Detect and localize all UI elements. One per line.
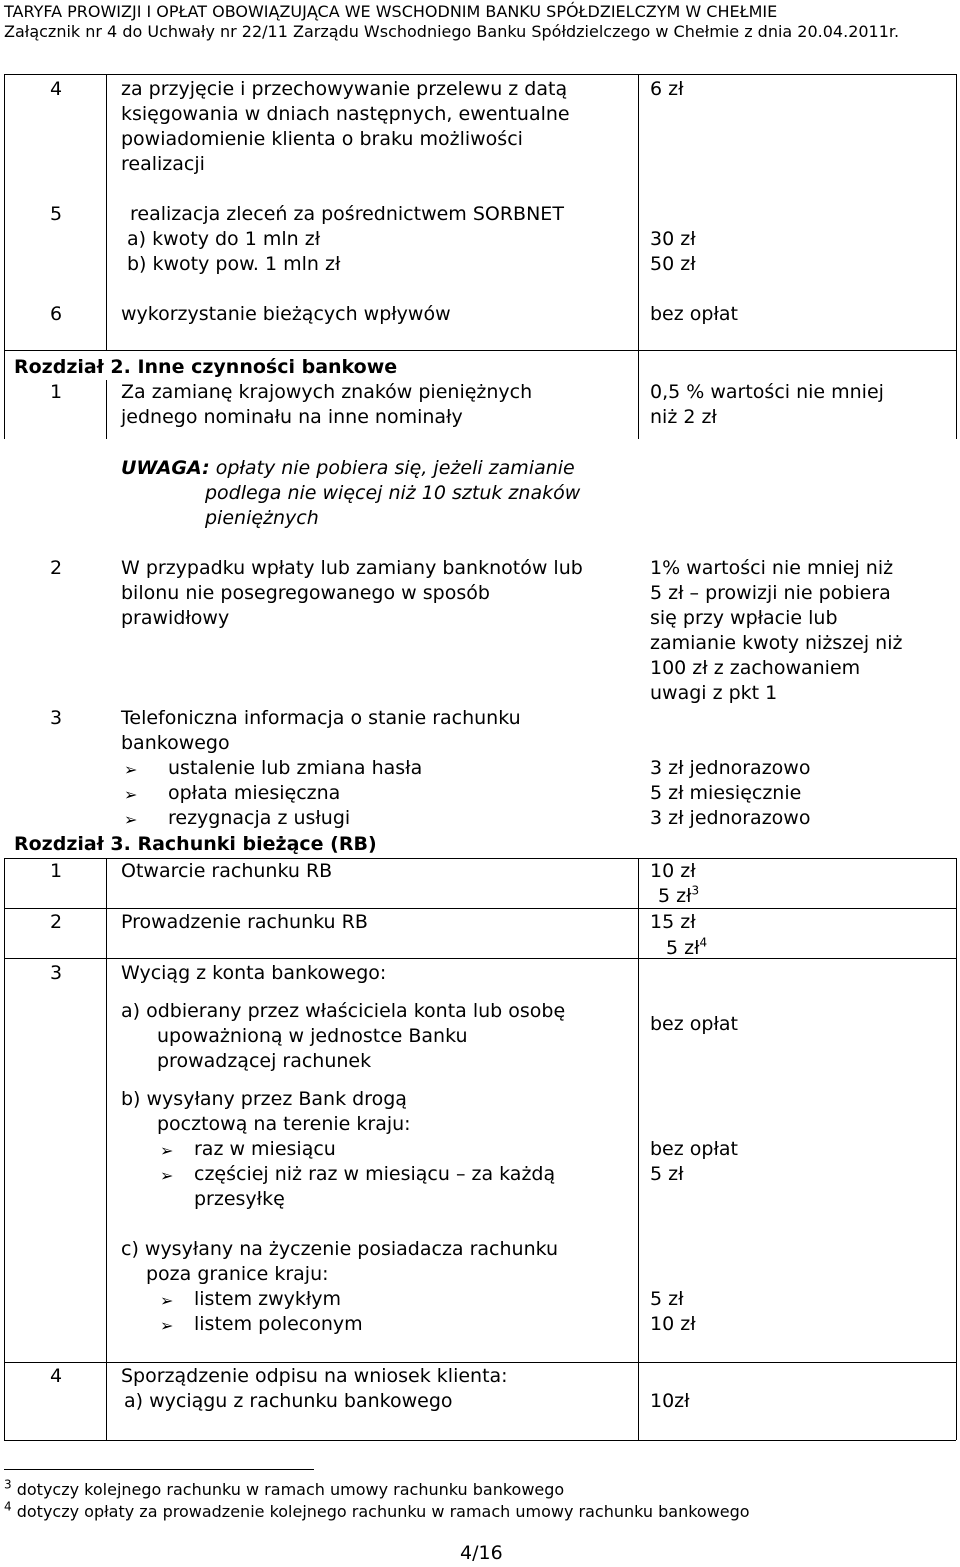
- row-4-desc-line-4: realizacji: [121, 153, 205, 175]
- s3-col-divider-2: [638, 858, 639, 1440]
- footnote-4-mark: 4: [4, 1499, 12, 1514]
- s3-row-1-fee: 10 zł: [650, 860, 696, 882]
- row-divider-s3-3: [4, 958, 956, 959]
- arrow-bullet-icon: ➢: [160, 1291, 174, 1310]
- row-5-number: 5: [50, 203, 63, 225]
- footnote-3: [4, 1477, 565, 1500]
- s2-row-3-item-2: opłata miesięczna: [168, 782, 341, 804]
- s3-row-3-a-line-3: prowadzącej rachunek: [157, 1050, 372, 1072]
- s3-row-3-b-item-1: raz w miesiącu: [194, 1138, 336, 1160]
- col-divider-2-s2: [638, 350, 639, 439]
- s2-row-2-desc-line-3: prawidłowy: [121, 607, 230, 629]
- doc-header-subtitle: Załącznik nr 4 do Uchwały nr 22/11 Zarządu Wschodniego Banku Spółdzielczego w Chełmie z dnia 20.04.2011r.: [4, 22, 900, 41]
- footnote-separator: [4, 1469, 314, 1470]
- s2-row-2-fee-line-2: 5 zł – prowizji nie pobiera: [650, 582, 891, 604]
- s2-row-2-fee-line-5: 100 zł z zachowaniem: [650, 657, 861, 679]
- s2-row-1-fee-line-1: 0,5 % wartości nie mniej: [650, 381, 884, 403]
- s2-row-3-item-1: ustalenie lub zmiana hasła: [168, 757, 423, 779]
- s3-row-3-b-item-2: częściej niż raz w miesiącu – za każdą: [194, 1163, 556, 1185]
- s2-row-3-number: 3: [50, 707, 63, 729]
- footnote-ref-3: 3: [691, 883, 700, 898]
- s2-note-line-3: pieniężnych: [205, 507, 319, 529]
- s2-row-2-number: 2: [50, 557, 63, 579]
- col-divider-2: [638, 74, 639, 350]
- row-4-desc-line-1: za przyjęcie i przechowywanie przelewu z datą: [121, 78, 568, 100]
- footnote-4: [4, 1499, 750, 1522]
- row-divider-s3-4: [4, 1362, 956, 1363]
- section-2-heading-b: . Inne czynności bankowe: [123, 356, 398, 378]
- s3-row-4-desc: Sporządzenie odpisu na wniosek klienta:: [121, 1365, 508, 1387]
- arrow-bullet-icon: ➢: [124, 785, 138, 804]
- row-divider-s3-2: [4, 908, 956, 909]
- row-4-number: 4: [50, 78, 63, 100]
- section-3-heading: Rozdział 3. Rachunki bieżące (RB): [14, 833, 377, 855]
- row-divider: [4, 350, 956, 351]
- s3-row-1-fee-2-value: 5 zł: [658, 885, 692, 907]
- s2-row-2-fee-line-6: uwagi z pkt 1: [650, 682, 778, 704]
- s2-row-2-fee-line-4: zamianie kwoty niższej niż: [650, 632, 903, 654]
- s3-row-3-c-item-1: listem zwykłym: [194, 1288, 342, 1310]
- footnote-3-mark: 3: [4, 1477, 12, 1492]
- s2-row-1-number: 1: [50, 381, 63, 403]
- s3-row-3-c-line-2: poza granice kraju:: [146, 1263, 329, 1285]
- col-divider-1: [106, 74, 107, 350]
- s3-row-3-desc: Wyciąg z konta bankowego:: [121, 962, 387, 984]
- arrow-bullet-icon: ➢: [160, 1166, 174, 1185]
- s2-row-3-desc-line-1: Telefoniczna informacja o stanie rachunku: [121, 707, 521, 729]
- s3-row-3-c-fee-1: 5 zł: [650, 1288, 684, 1310]
- s2-note-text-1: opłaty nie pobiera się, jeżeli zamianie: [209, 457, 575, 479]
- s3-row-4-sub: a) wyciągu z rachunku bankowego: [124, 1390, 453, 1412]
- s3-row-1-desc: Otwarcie rachunku RB: [121, 860, 333, 882]
- row-6-desc: wykorzystanie bieżących wpływów: [121, 303, 451, 325]
- s3-row-3-c-fee-2: 10 zł: [650, 1313, 696, 1335]
- s2-row-1-fee-line-2: niż 2 zł: [650, 406, 717, 428]
- s3-row-2-fee-2-value: 5 zł: [666, 937, 700, 959]
- s3-left-border: [4, 858, 5, 1440]
- s2-row-3-desc-line-2: bankowego: [121, 732, 230, 754]
- s2-note-line-2: podlega nie więcej niż 10 sztuk znaków: [205, 482, 581, 504]
- s3-row-3-c-line-1: c) wysyłany na życzenie posiadacza rachunku: [121, 1238, 559, 1260]
- s3-row-3-b-line-1: b) wysyłany przez Bank drogą: [121, 1088, 407, 1110]
- table-top-border: [4, 74, 956, 75]
- s2-row-2-desc-line-1: W przypadku wpłaty lub zamiany banknotów lub: [121, 557, 583, 579]
- doc-header-title: TARYFA PROWIZJI I OPŁAT OBOWIĄZUJĄCA WE WSCHODNIM BANKU SPÓŁDZIELCZYM W CHEŁMIE: [4, 2, 778, 21]
- row-6-number: 6: [50, 303, 63, 325]
- s2-note-line-1: [121, 456, 575, 481]
- row-5-desc-line-2: a) kwoty do 1 mln zł: [127, 228, 321, 250]
- s2-row-2-fee-line-3: się przy wpłacie lub: [650, 607, 838, 629]
- row-5-desc-line-1: realizacja zleceń za pośrednictwem SORBNET: [130, 203, 564, 225]
- s3-row-4-fee: 10zł: [650, 1390, 690, 1412]
- section-2-heading: [14, 355, 397, 380]
- page-number: 4/16: [460, 1542, 503, 1564]
- arrow-bullet-icon: ➢: [124, 760, 138, 779]
- s3-col-divider-1: [106, 858, 107, 1440]
- s3-row-1-number: 1: [50, 860, 63, 882]
- s3-row-3-b-fee-1: bez opłat: [650, 1138, 738, 1160]
- s2-note-label: UWAGA:: [121, 457, 210, 479]
- s3-row-3-b-item-2-cont: przesyłkę: [194, 1188, 285, 1210]
- s2-row-3-fee-1: 3 zł jednorazowo: [650, 757, 811, 779]
- s3-row-3-b-line-2: pocztową na terenie kraju:: [157, 1113, 411, 1135]
- s3-row-4-number: 4: [50, 1365, 63, 1387]
- footnote-ref-4: 4: [699, 935, 708, 950]
- s3-row-3-c-item-2: listem poleconym: [194, 1313, 363, 1335]
- arrow-bullet-icon: ➢: [124, 810, 138, 829]
- s3-row-3-b-fee-2: 5 zł: [650, 1163, 684, 1185]
- row-5-fee-b: 50 zł: [650, 253, 696, 275]
- section-2-heading-a: Rozdział 2: [14, 356, 124, 378]
- footnote-4-text: dotyczy opłaty za prowadzenie kolejnego rachunku w ramach umowy rachunku bankowego: [16, 1502, 750, 1521]
- s3-row-2-desc: Prowadzenie rachunku RB: [121, 911, 368, 933]
- s2-row-1-desc-line-1: Za zamianę krajowych znaków pieniężnych: [121, 381, 533, 403]
- row-4-fee: 6 zł: [650, 78, 684, 100]
- s3-row-3-a-fee: bez opłat: [650, 1013, 738, 1035]
- s3-row-3-a-line-2: upoważnioną w jednostce Banku: [157, 1025, 468, 1047]
- s3-row-3-a-line-1: a) odbierany przez właściciela konta lub osobę: [121, 1000, 566, 1022]
- row-4-desc-line-3: powiadomienie klienta o braku możliwości: [121, 128, 523, 150]
- s2-row-3-fee-2: 5 zł miesięcznie: [650, 782, 802, 804]
- s2-row-2-desc-line-2: bilonu nie posegregowanego w sposób: [121, 582, 490, 604]
- s3-row-2-number: 2: [50, 911, 63, 933]
- row-5-desc-line-3: b) kwoty pow. 1 mln zł: [127, 253, 341, 275]
- table-right-border: [956, 74, 957, 439]
- s3-row-3-number: 3: [50, 962, 63, 984]
- s3-row-1-fee-2: [658, 884, 699, 909]
- table-left-border: [4, 74, 5, 439]
- row-5-fee-a: 30 zł: [650, 228, 696, 250]
- s2-row-1-desc-line-2: jednego nominału na inne nominały: [121, 406, 463, 428]
- arrow-bullet-icon: ➢: [160, 1316, 174, 1335]
- row-4-desc-line-2: księgowania w dniach następnych, ewentualne: [121, 103, 570, 125]
- s3-row-2-fee: 15 zł: [650, 911, 696, 933]
- col-divider-1-s2: [106, 380, 107, 439]
- s2-row-2-fee-line-1: 1% wartości nie mniej niż: [650, 557, 894, 579]
- footnote-3-text: dotyczy kolejnego rachunku w ramach umowy rachunku bankowego: [16, 1480, 565, 1499]
- table-bottom-border: [4, 1440, 956, 1441]
- arrow-bullet-icon: ➢: [160, 1141, 174, 1160]
- s2-row-3-item-3: rezygnacja z usługi: [168, 807, 351, 829]
- row-6-fee: bez opłat: [650, 303, 738, 325]
- s3-right-border: [956, 858, 957, 1440]
- s2-row-3-fee-3: 3 zł jednorazowo: [650, 807, 811, 829]
- s3-row-2-fee-2: [666, 936, 707, 961]
